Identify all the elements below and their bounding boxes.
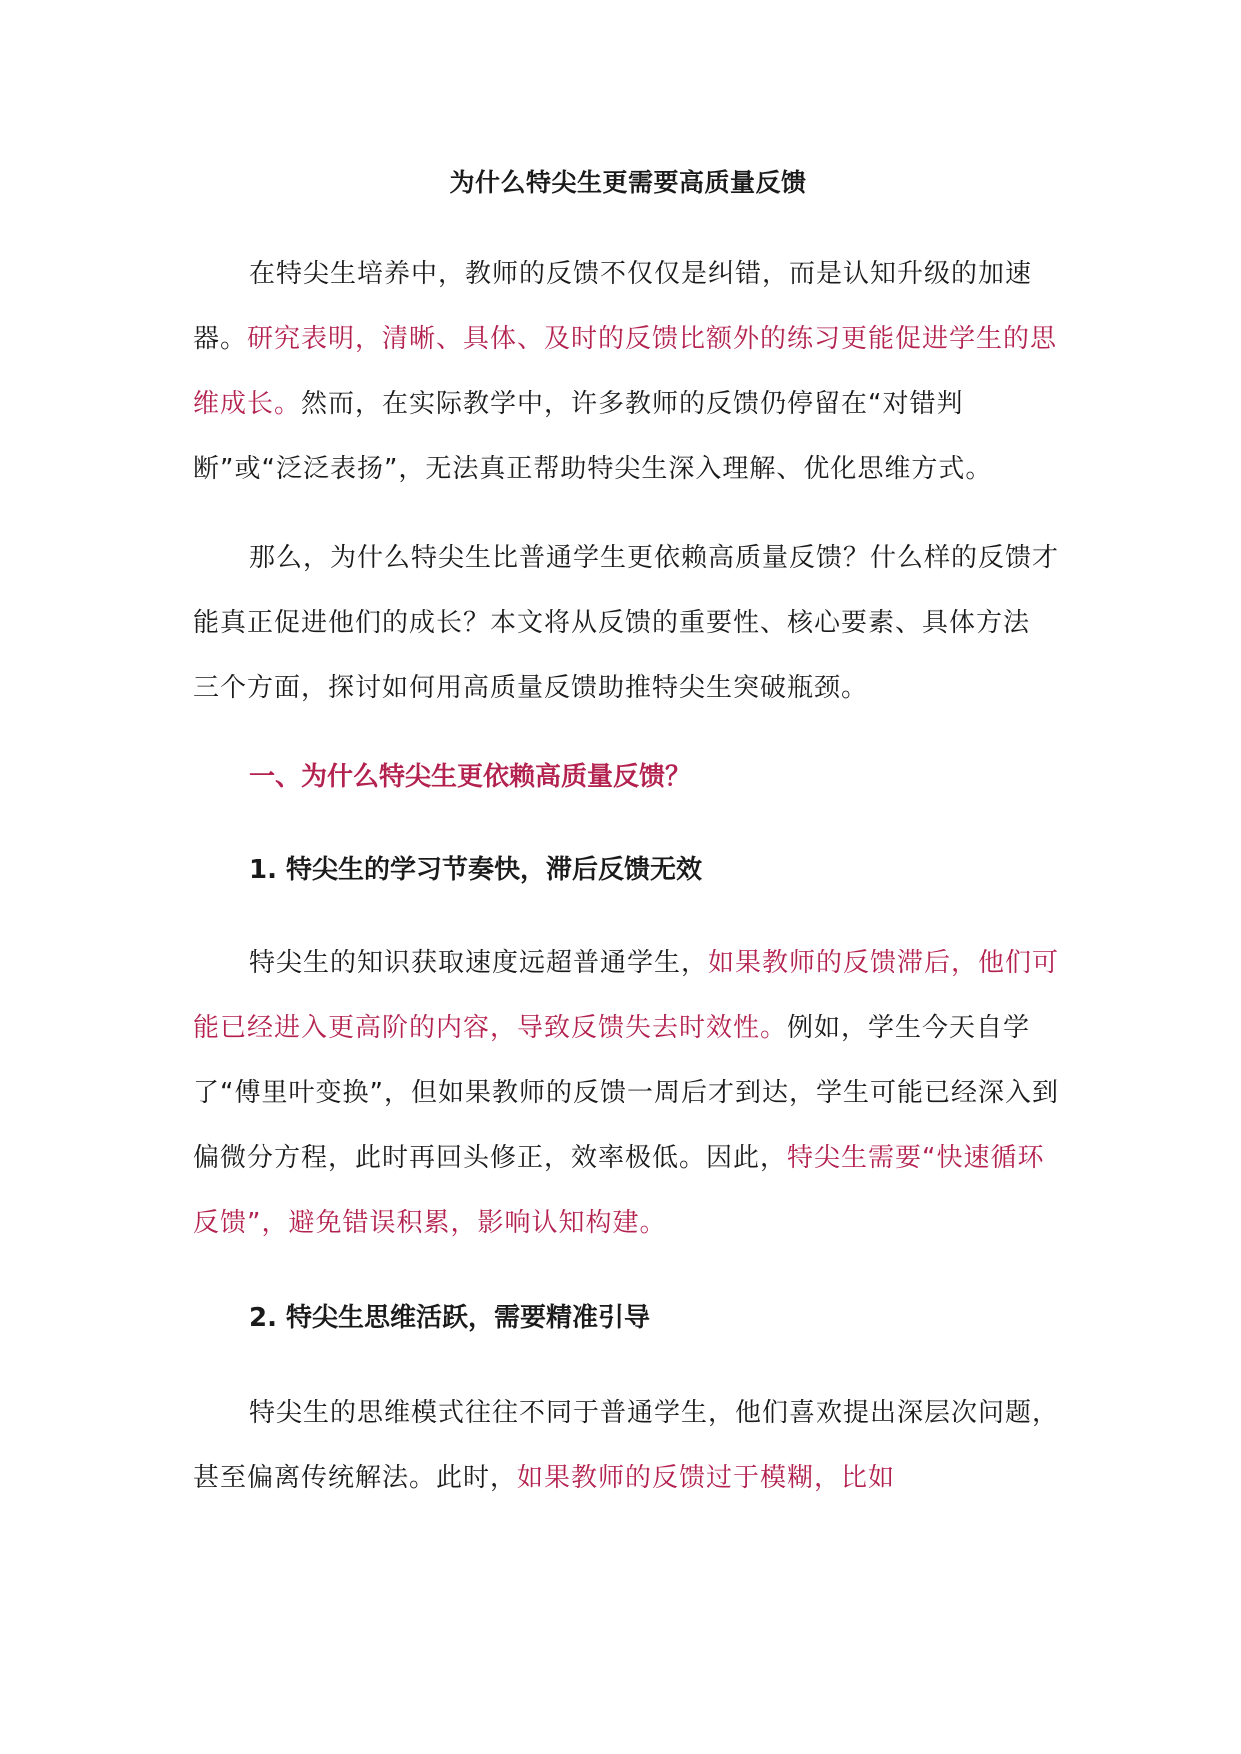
section-1-heading: 一、为什么特尖生更依赖高质量反馈？ (249, 762, 692, 792)
intro-p1-text-a: 在特尖生培养中，教师的反馈不仅仅是纠错，而是认知升级的加速器。 (193, 259, 1033, 354)
sub1-text-a: 特尖生的知识获取速度远超普通学生， (249, 948, 709, 978)
subsection-2-heading: 2. 特尖生思维活跃，需要精准引导 (249, 1303, 651, 1333)
subsection-2-paragraph (193, 1381, 1063, 1511)
sub2-highlight: 如果教师的反馈过于模糊，比如 (517, 1463, 896, 1493)
document-content (193, 150, 1063, 1511)
intro-p1-highlight: 研究表明，清晰、具体、及时的反馈比额外的练习更能促进学生的思维成长。 (193, 324, 1058, 419)
sub1-text-c: 例如，学生今天自学了“傅里叶变换”，但如果教师的反馈一周后才到达，学生可能已经深入到偏微分方程，此时再回头修正，效率极低。因此， (193, 1013, 1059, 1173)
intro-paragraph-2: 那么，为什么特尖生比普通学生更依赖高质量反馈？什么样的反馈才能真正促进他们的成长？本文将从反馈的重要性、核心要素、具体方法 三个方面，探讨如何用高质量反馈助推特尖生突破瓶颈。 (193, 543, 1060, 703)
subsection-1-heading: 1. 特尖生的学习节奏快，滞后反馈无效 (249, 855, 703, 885)
intro-p1-text-c: 然而，在实际教学中，许多教师的反馈仍停留在“对错判断”或“泛泛表扬”，无法真正帮助特尖生深入理解、优化思维方式。 (193, 389, 993, 484)
subsection-1-paragraph (193, 931, 1063, 1256)
sub1-highlight-2: 特尖生需要“快速循环反馈”，避免错误积累，影响认知构建。 (193, 1143, 1045, 1238)
sub1-highlight-1: 如果教师的反馈滞后，他们可能已经进入更高阶的内容，导致反馈失去时效性。 (193, 948, 1060, 1043)
intro-paragraph-1 (193, 242, 1063, 502)
document-title: 为什么特尖生更需要高质量反馈 (449, 168, 807, 197)
sub2-text-a: 特尖生的思维模式往往不同于普通学生，他们喜欢提出深层次问题，甚至偏离传统解法。此时， (193, 1398, 1060, 1493)
